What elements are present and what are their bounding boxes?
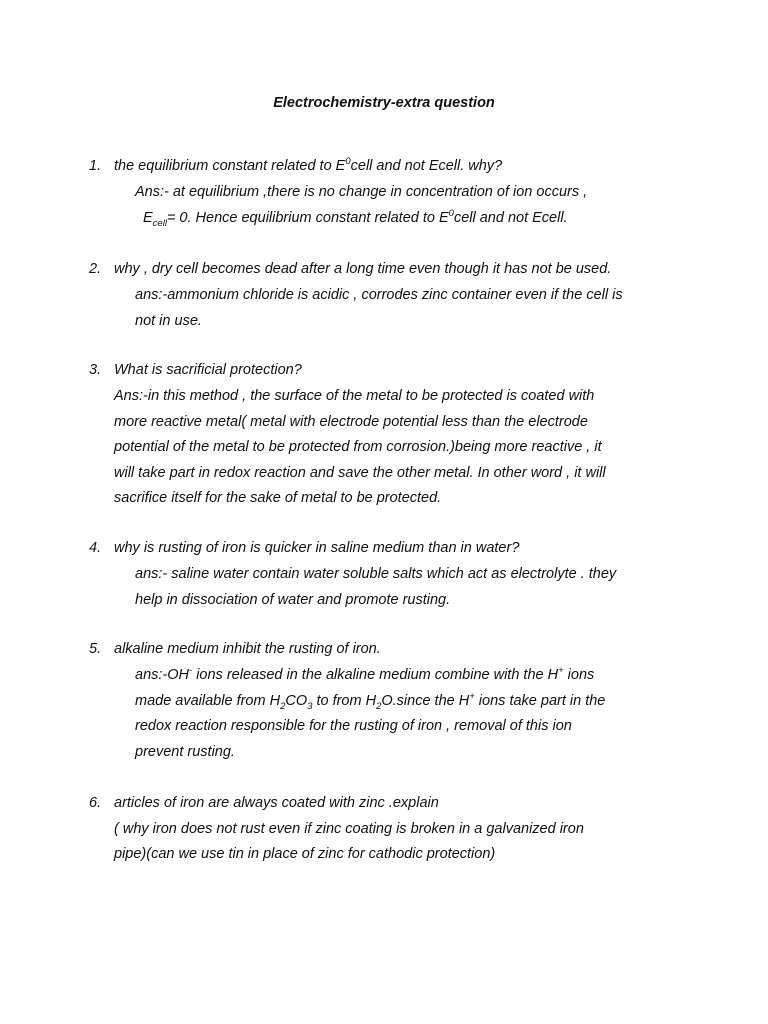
answer-line: ans:-ammonium chloride is acidic , corrodes zinc container even if the cell is <box>135 287 623 303</box>
answer-line: will take part in redox reaction and save the other metal. In other word , it will <box>114 465 606 481</box>
document-title: Electrochemistry-extra question <box>273 95 495 111</box>
question-text-line: pipe)(can we use tin in place of zinc for cathodic protection) <box>114 846 496 862</box>
answer-line: ans:-OH- ions released in the alkaline medium combine with the H+ ions <box>135 665 595 683</box>
question-text: alkaline medium inhibit the rusting of iron. <box>114 641 381 657</box>
answer-line: sacrifice itself for the sake of metal to be protected. <box>114 490 442 506</box>
question-text: the equilibrium constant related to $E^0cell$ and not Ecell. why? <box>114 156 503 174</box>
question-number: 4. <box>89 540 102 556</box>
question-text: articles of iron are always coated with zinc .explain <box>114 795 439 811</box>
question-text-line: ( why iron does not rust even if zinc coating is broken in a galvanized iron <box>114 821 584 837</box>
answer-line: not in use. <box>135 313 202 329</box>
question-number: 2. <box>89 261 102 277</box>
answer-line: prevent rusting. <box>135 744 235 760</box>
answer-line: Ans:-in this method , the surface of the metal to be protected is coated with <box>114 388 595 404</box>
answer-line: more reactive metal( metal with electrode potential less than the electrode <box>114 414 588 430</box>
question-number: 3. <box>89 362 102 378</box>
answer-line: potential of the metal to be protected from corrosion.)being more reactive , it <box>114 439 602 455</box>
answer-line: made available from $H_2CO_3$ to from $H_2O.since$ the H+ ions take part in the <box>135 691 606 712</box>
answer-line: help in dissociation of water and promote rusting. <box>135 592 451 608</box>
answer-line: ans:- saline water contain water soluble salts which act as electrolyte . they <box>135 566 617 582</box>
question-text: why is rusting of iron is quicker in saline medium than in water? <box>114 540 520 556</box>
question-number: 5. <box>89 641 102 657</box>
question-text: What is sacrificial protection? <box>114 362 302 378</box>
answer-line: $E_{cell}= 0$. Hence equilibrium constant related to $E^0cell$ and not Ecell. <box>143 208 568 229</box>
question-number: 1. <box>89 158 102 174</box>
question-text: why , dry cell becomes dead after a long time even though it has not be used. <box>114 261 612 277</box>
answer-line: Ans:- at equilibrium ,there is no change in concentration of ion occurs , <box>135 184 588 200</box>
question-number: 6. <box>89 795 102 811</box>
answer-line: redox reaction responsible for the rusting of iron , removal of this ion <box>135 718 572 734</box>
